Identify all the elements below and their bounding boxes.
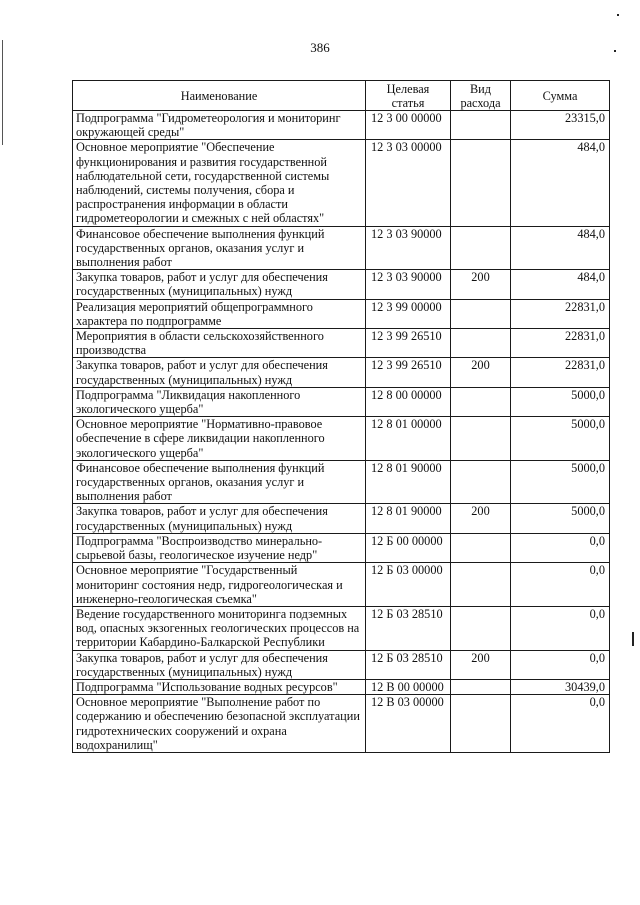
row-target-article: 12 3 99 26510 — [366, 358, 451, 387]
row-expense-type — [451, 329, 511, 358]
header-name: Наименование — [73, 81, 366, 111]
row-expense-type — [451, 679, 511, 694]
row-sum: 5000,0 — [511, 460, 610, 504]
scan-mark-left-edge — [2, 40, 3, 145]
table-row — [73, 358, 610, 387]
table-body — [73, 111, 610, 753]
row-expense-type — [451, 533, 511, 562]
row-expense-type — [451, 140, 511, 226]
table-row — [73, 299, 610, 328]
row-name: Подпрограмма "Ликвидация накопленного экологического ущерба" — [73, 387, 366, 416]
row-target-article: 12 Б 03 00000 — [366, 563, 451, 607]
row-sum: 5000,0 — [511, 417, 610, 461]
table-row — [73, 650, 610, 679]
table-row — [73, 387, 610, 416]
row-expense-type: 200 — [451, 270, 511, 299]
row-sum: 5000,0 — [511, 387, 610, 416]
row-name: Закупка товаров, работ и услуг для обеспечения государственных (муниципальных) нужд — [73, 650, 366, 679]
table-row — [73, 695, 610, 753]
row-target-article: 12 3 99 00000 — [366, 299, 451, 328]
row-sum: 22831,0 — [511, 299, 610, 328]
row-name: Финансовое обеспечение выполнения функций государственных органов, оказания услуг и выполнения работ — [73, 460, 366, 504]
row-target-article: 12 Б 03 28510 — [366, 650, 451, 679]
row-name: Реализация мероприятий общепрограммного характера по подпрограмме — [73, 299, 366, 328]
row-sum: 30439,0 — [511, 679, 610, 694]
row-name: Основное мероприятие "Нормативно-правовое обеспечение в сфере ликвидации накопленного экологического ущерба" — [73, 417, 366, 461]
table-row — [73, 679, 610, 694]
row-expense-type — [451, 417, 511, 461]
row-sum: 0,0 — [511, 695, 610, 753]
scan-mark-top-right — [617, 14, 619, 16]
row-sum: 5000,0 — [511, 504, 610, 533]
row-sum: 22831,0 — [511, 329, 610, 358]
table-row — [73, 460, 610, 504]
row-expense-type: 200 — [451, 358, 511, 387]
table-row — [73, 111, 610, 140]
scan-mark-top-right-2 — [614, 50, 616, 52]
row-expense-type: 200 — [451, 504, 511, 533]
scan-mark-right-edge — [632, 632, 634, 646]
header-target-article: Целевая статья — [366, 81, 451, 111]
row-name: Закупка товаров, работ и услуг для обеспечения государственных (муниципальных) нужд — [73, 358, 366, 387]
header-sum: Сумма — [511, 81, 610, 111]
table-row — [73, 606, 610, 650]
table-row — [73, 563, 610, 607]
row-target-article: 12 3 99 26510 — [366, 329, 451, 358]
budget-table — [72, 80, 610, 753]
row-target-article: 12 3 03 00000 — [366, 140, 451, 226]
row-name: Основное мероприятие "Государственный мониторинг состояния недр, гидрогеологическая и инженерно-геологическая съемка" — [73, 563, 366, 607]
row-target-article: 12 В 00 00000 — [366, 679, 451, 694]
row-sum: 23315,0 — [511, 111, 610, 140]
row-name: Ведение государственного мониторинга подземных вод, опасных экзогенных геологических процессов на территории Кабардино-Балкарской Республики — [73, 606, 366, 650]
row-sum: 0,0 — [511, 650, 610, 679]
row-expense-type — [451, 226, 511, 270]
row-name: Подпрограмма "Использование водных ресурсов" — [73, 679, 366, 694]
row-expense-type: 200 — [451, 650, 511, 679]
table-header-row — [73, 81, 610, 111]
table-row — [73, 417, 610, 461]
row-target-article: 12 В 03 00000 — [366, 695, 451, 753]
table-row — [73, 329, 610, 358]
row-sum: 484,0 — [511, 140, 610, 226]
row-target-article: 12 8 01 90000 — [366, 460, 451, 504]
row-expense-type — [451, 460, 511, 504]
row-sum: 0,0 — [511, 563, 610, 607]
row-name: Подпрограмма "Гидрометеорология и мониторинг окружающей среды" — [73, 111, 366, 140]
row-target-article: 12 8 01 90000 — [366, 504, 451, 533]
table-row — [73, 140, 610, 226]
row-target-article: 12 3 00 00000 — [366, 111, 451, 140]
row-name: Основное мероприятие "Обеспечение функционирования и развития государственной наблюдательной сети, государственной системы наблюдений, системы получения, сбора и распространения информации в области гидрометеорологии и смежных с ней областях" — [73, 140, 366, 226]
table-row — [73, 533, 610, 562]
row-name: Подпрограмма "Воспроизводство минерально-сырьевой базы, геологическое изучение недр" — [73, 533, 366, 562]
row-sum: 0,0 — [511, 533, 610, 562]
row-name: Закупка товаров, работ и услуг для обеспечения государственных (муниципальных) нужд — [73, 504, 366, 533]
row-expense-type — [451, 111, 511, 140]
row-name: Основное мероприятие "Выполнение работ по содержанию и обеспечению безопасной эксплуатации гидротехнических сооружений и охрана водохранилищ" — [73, 695, 366, 753]
row-expense-type — [451, 695, 511, 753]
row-target-article: 12 8 01 00000 — [366, 417, 451, 461]
row-target-article: 12 Б 03 28510 — [366, 606, 451, 650]
page-number: 386 — [310, 40, 330, 55]
row-sum: 22831,0 — [511, 358, 610, 387]
row-name: Закупка товаров, работ и услуг для обеспечения государственных (муниципальных) нужд — [73, 270, 366, 299]
row-expense-type — [451, 606, 511, 650]
table-row — [73, 270, 610, 299]
row-expense-type — [451, 299, 511, 328]
row-sum: 484,0 — [511, 226, 610, 270]
row-sum: 484,0 — [511, 270, 610, 299]
row-target-article: 12 3 03 90000 — [366, 270, 451, 299]
row-expense-type — [451, 387, 511, 416]
row-target-article: 12 Б 00 00000 — [366, 533, 451, 562]
table-row — [73, 226, 610, 270]
row-target-article: 12 8 00 00000 — [366, 387, 451, 416]
table-row — [73, 504, 610, 533]
row-expense-type — [451, 563, 511, 607]
row-name: Мероприятия в области сельскохозяйственного производства — [73, 329, 366, 358]
row-name: Финансовое обеспечение выполнения функций государственных органов, оказания услуг и выполнения работ — [73, 226, 366, 270]
header-expense-type: Вид расхода — [451, 81, 511, 111]
row-target-article: 12 3 03 90000 — [366, 226, 451, 270]
row-sum: 0,0 — [511, 606, 610, 650]
